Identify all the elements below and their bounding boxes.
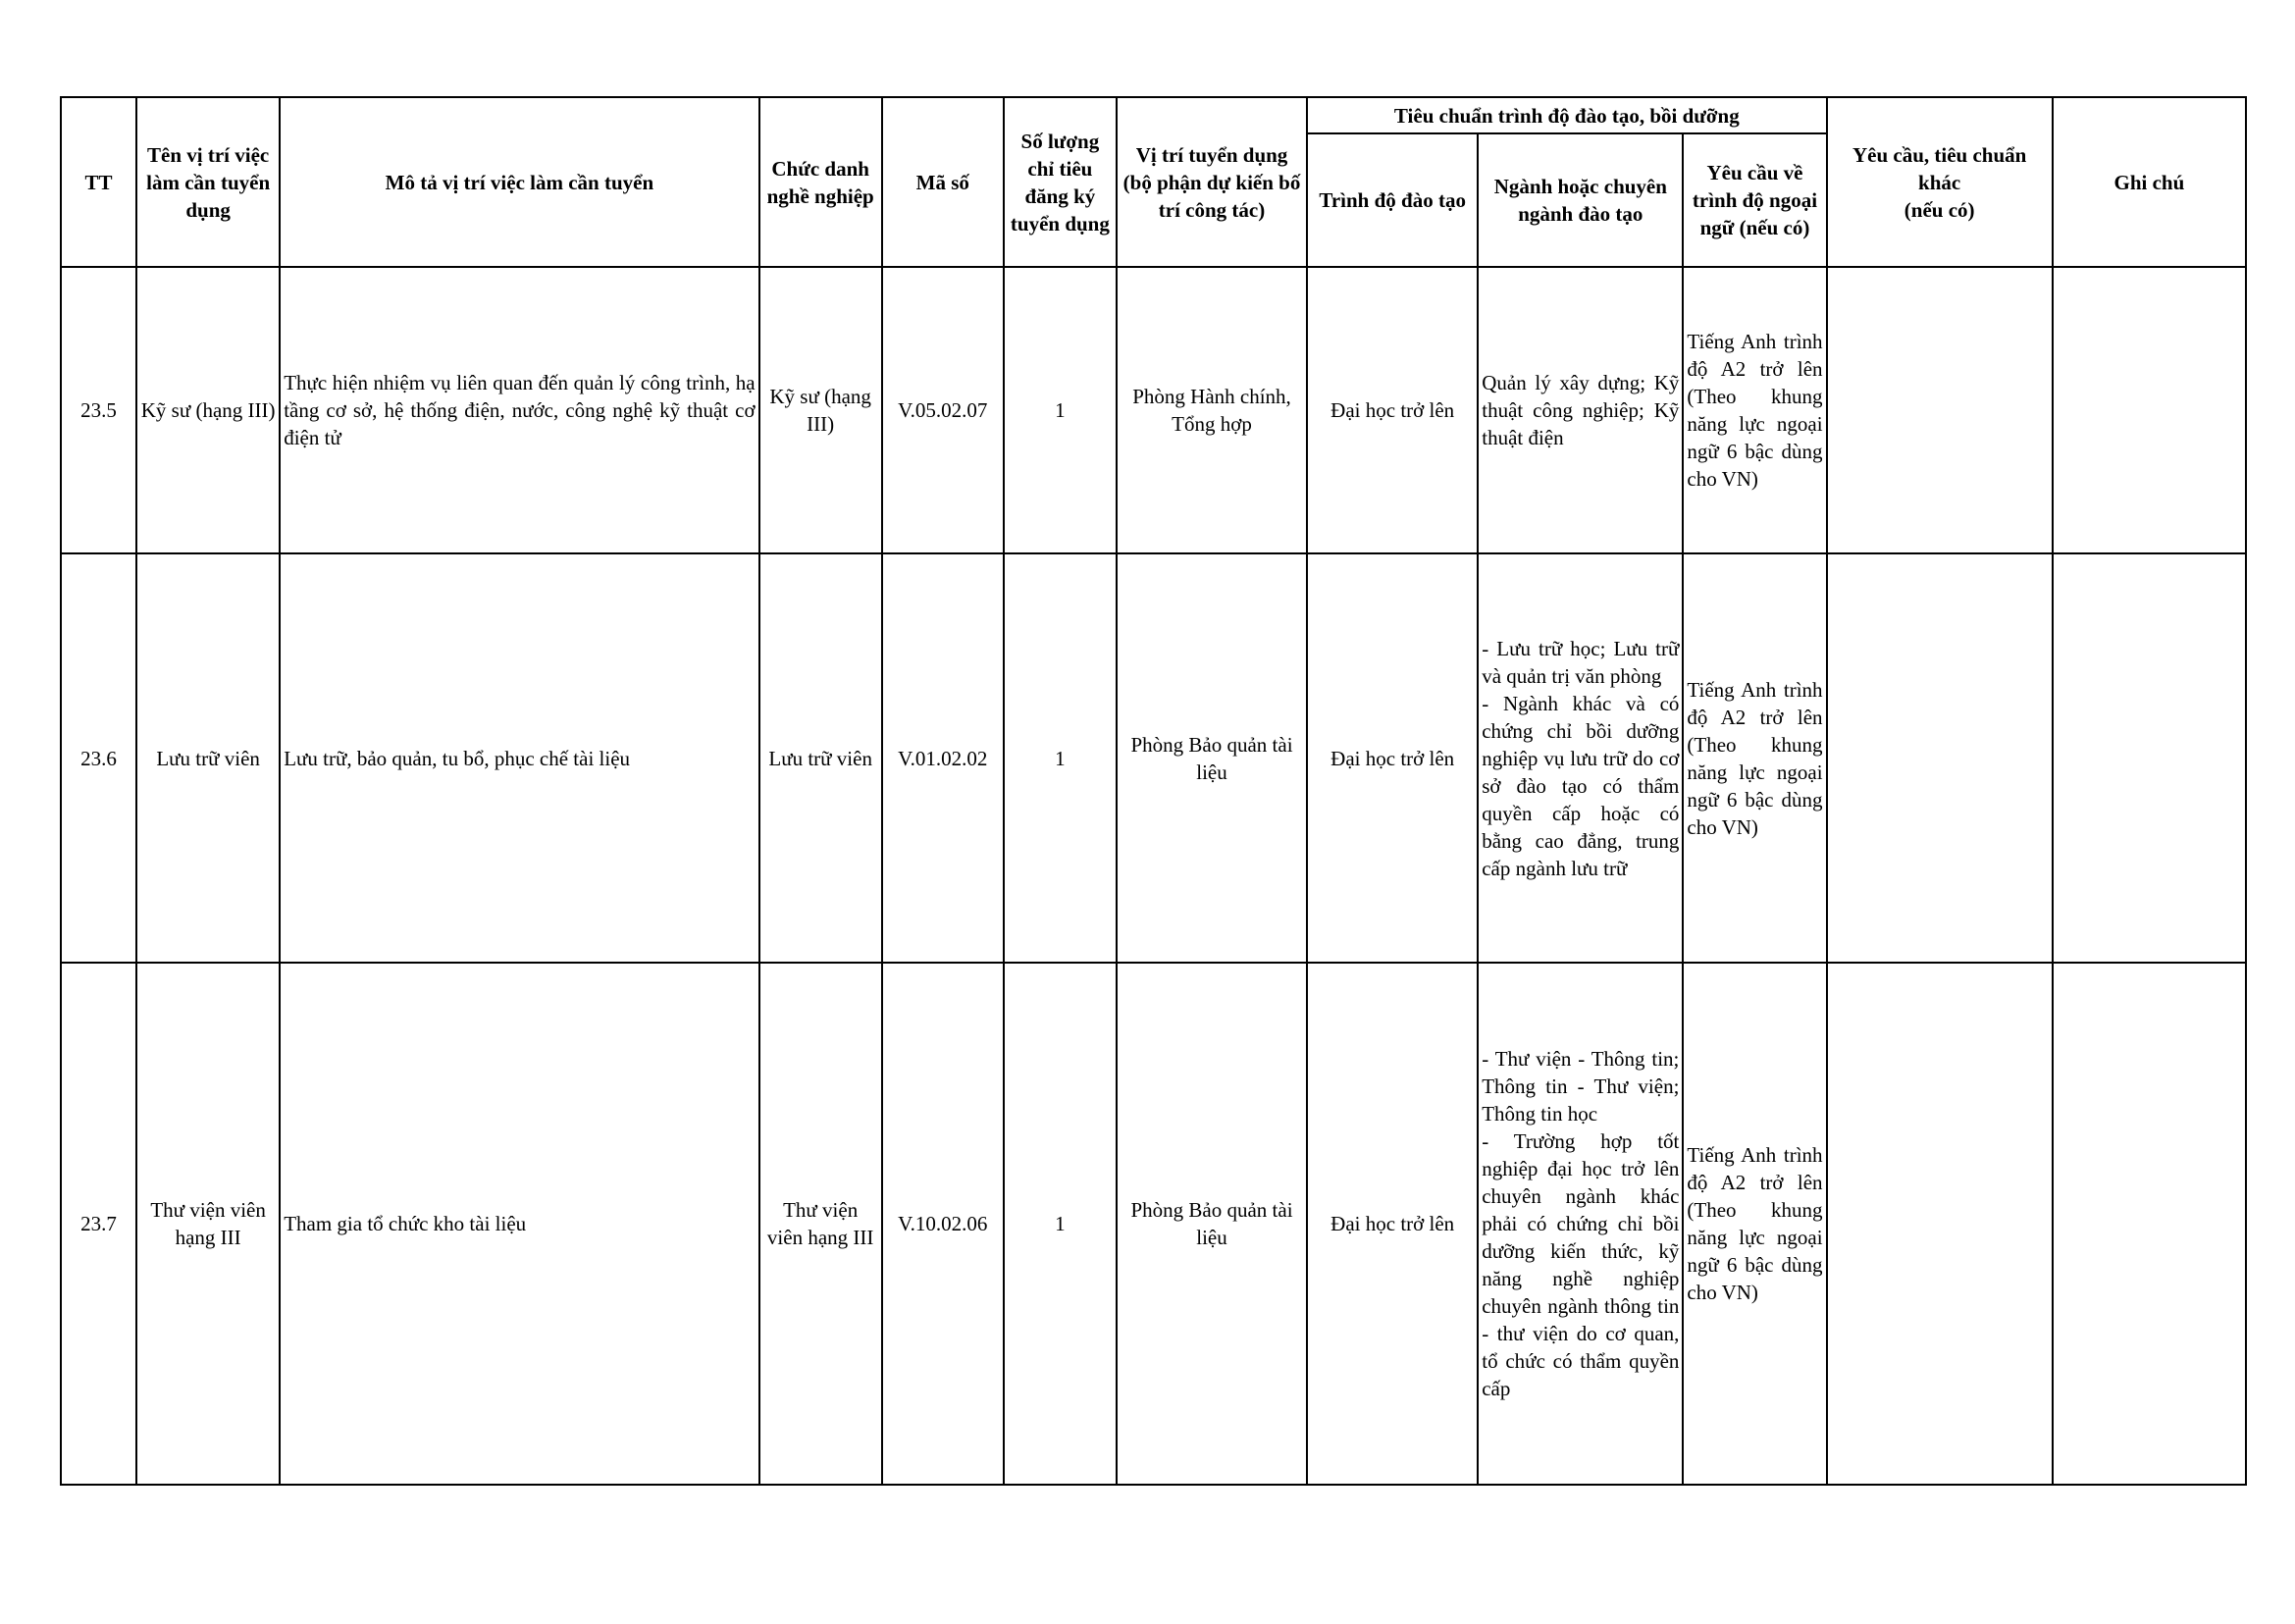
cell-ten-vi-tri: Lưu trữ viên bbox=[136, 553, 280, 963]
header-tt: TT bbox=[61, 97, 136, 267]
cell-tt: 23.5 bbox=[61, 267, 136, 553]
cell-chuc-danh: Lưu trữ viên bbox=[759, 553, 882, 963]
cell-nganh: - Thư viện - Thông tin; Thông tin - Thư viện; Thông tin học - Trường hợp tốt nghiệp đại học trở lên chuyên ngành khác phải có chứng chỉ bồi dưỡng kiến thức, kỹ năng nghề nghiệp chuyên ngành thông tin - thư viện do cơ quan, tổ chức có thẩm quyền cấp bbox=[1478, 963, 1683, 1485]
cell-chuc-danh: Thư viện viên hạng III bbox=[759, 963, 882, 1485]
cell-nganh: Quản lý xây dựng; Kỹ thuật công nghiệp; Kỹ thuật điện bbox=[1478, 267, 1683, 553]
recruitment-table bbox=[60, 96, 2247, 1486]
cell-vi-tri: Phòng Bảo quản tài liệu bbox=[1117, 553, 1307, 963]
cell-ghi-chu bbox=[2053, 963, 2246, 1485]
cell-nganh: - Lưu trữ học; Lưu trữ và quản trị văn phòng - Ngành khác và có chứng chỉ bồi dưỡng nghiệp vụ lưu trữ do cơ sở đào tạo có thẩm quyền cấp hoặc có bằng cao đẳng, trung cấp ngành lưu trữ bbox=[1478, 553, 1683, 963]
cell-so-luong: 1 bbox=[1004, 267, 1117, 553]
header-chuc-danh: Chức danh nghề nghiệp bbox=[759, 97, 882, 267]
header-yeu-cau-khac: Yêu cầu, tiêu chuẩn khác (nếu có) bbox=[1827, 97, 2053, 267]
header-ghi-chu: Ghi chú bbox=[2053, 97, 2246, 267]
cell-tt: 23.7 bbox=[61, 963, 136, 1485]
cell-trinh-do: Đại học trở lên bbox=[1307, 553, 1478, 963]
header-ngoai-ngu: Yêu cầu về trình độ ngoại ngữ (nếu có) bbox=[1683, 133, 1826, 267]
cell-ngoai-ngu: Tiếng Anh trình độ A2 trở lên (Theo khung năng lực ngoại ngữ 6 bậc dùng cho VN) bbox=[1683, 963, 1826, 1485]
cell-ma-so: V.10.02.06 bbox=[882, 963, 1004, 1485]
cell-ten-vi-tri: Kỹ sư (hạng III) bbox=[136, 267, 280, 553]
cell-chuc-danh: Kỹ sư (hạng III) bbox=[759, 267, 882, 553]
cell-ma-so: V.05.02.07 bbox=[882, 267, 1004, 553]
table-header bbox=[61, 97, 2246, 267]
table-body bbox=[61, 267, 2246, 1485]
cell-vi-tri: Phòng Hành chính, Tổng hợp bbox=[1117, 267, 1307, 553]
cell-so-luong: 1 bbox=[1004, 963, 1117, 1485]
cell-yeu-cau-khac bbox=[1827, 267, 2053, 553]
cell-ngoai-ngu: Tiếng Anh trình độ A2 trở lên (Theo khung năng lực ngoại ngữ 6 bậc dùng cho VN) bbox=[1683, 553, 1826, 963]
cell-yeu-cau-khac bbox=[1827, 553, 2053, 963]
cell-trinh-do: Đại học trở lên bbox=[1307, 963, 1478, 1485]
cell-trinh-do: Đại học trở lên bbox=[1307, 267, 1478, 553]
cell-ghi-chu bbox=[2053, 267, 2246, 553]
header-trinh-do: Trình độ đào tạo bbox=[1307, 133, 1478, 267]
table-row bbox=[61, 963, 2246, 1485]
cell-ghi-chu bbox=[2053, 553, 2246, 963]
cell-ma-so: V.01.02.02 bbox=[882, 553, 1004, 963]
cell-mo-ta: Thực hiện nhiệm vụ liên quan đến quản lý công trình, hạ tầng cơ sở, hệ thống điện, nước, công nghệ kỹ thuật cơ điện tử bbox=[280, 267, 758, 553]
cell-mo-ta: Lưu trữ, bảo quản, tu bổ, phục chế tài liệu bbox=[280, 553, 758, 963]
header-nganh: Ngành hoặc chuyên ngành đào tạo bbox=[1478, 133, 1683, 267]
header-ten-vi-tri: Tên vị trí việc làm cần tuyển dụng bbox=[136, 97, 280, 267]
cell-tt: 23.6 bbox=[61, 553, 136, 963]
cell-ngoai-ngu: Tiếng Anh trình độ A2 trở lên (Theo khung năng lực ngoại ngữ 6 bậc dùng cho VN) bbox=[1683, 267, 1826, 553]
header-so-luong: Số lượng chỉ tiêu đăng ký tuyển dụng bbox=[1004, 97, 1117, 267]
table-row bbox=[61, 553, 2246, 963]
cell-yeu-cau-khac bbox=[1827, 963, 2053, 1485]
header-vi-tri-tuyen-dung: Vị trí tuyển dụng (bộ phận dự kiến bố trí công tác) bbox=[1117, 97, 1307, 267]
header-ma-so: Mã số bbox=[882, 97, 1004, 267]
cell-so-luong: 1 bbox=[1004, 553, 1117, 963]
cell-vi-tri: Phòng Bảo quản tài liệu bbox=[1117, 963, 1307, 1485]
cell-ten-vi-tri: Thư viện viên hạng III bbox=[136, 963, 280, 1485]
header-tieu-chuan-group: Tiêu chuẩn trình độ đào tạo, bồi dưỡng bbox=[1307, 97, 1826, 133]
header-mo-ta: Mô tả vị trí việc làm cần tuyển bbox=[280, 97, 758, 267]
table-row bbox=[61, 267, 2246, 553]
cell-mo-ta: Tham gia tổ chức kho tài liệu bbox=[280, 963, 758, 1485]
